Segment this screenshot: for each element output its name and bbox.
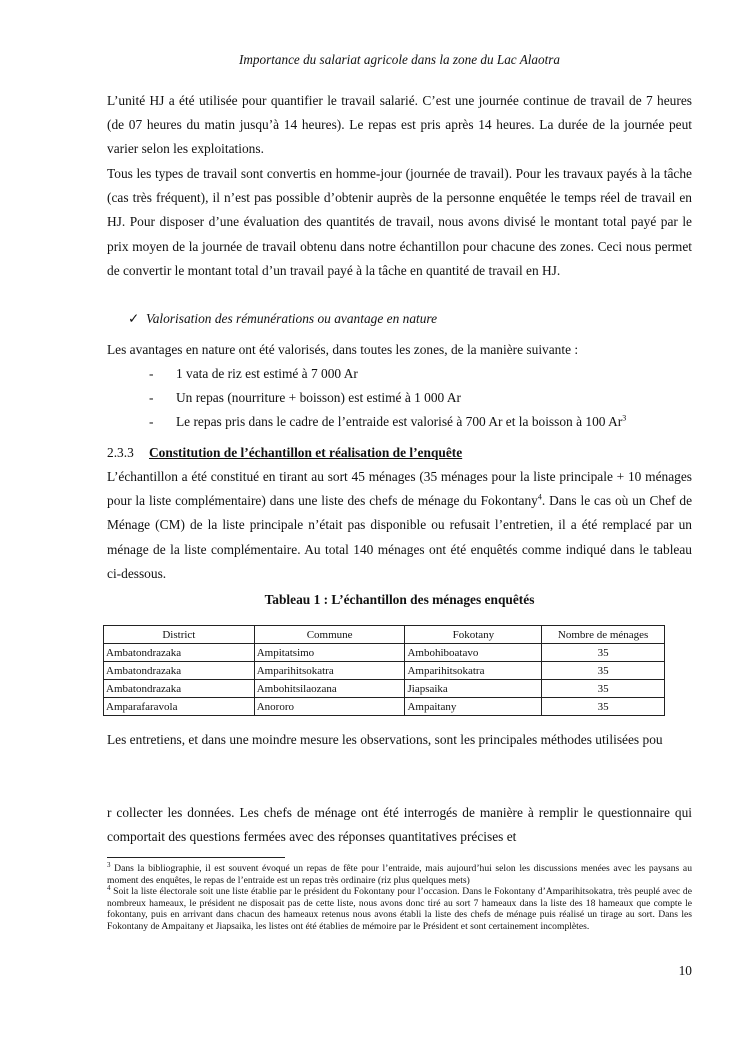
paragraph-echantillon (107, 465, 692, 586)
table-row (104, 680, 665, 698)
bullet-item-repas (149, 386, 709, 410)
cell-nombre: 35 (542, 698, 665, 716)
footnote-ref-3[interactable]: 3 (622, 413, 627, 423)
footnote-text: Soit la liste électorale soit une liste établie par le président du Fokontany pour l’occasion. Dans le Fokontany d’Amparihitsokatra, très peuplé avec de nombreux hameaux, le président ne disposait pas de cette liste, nous avons donc tiré au sort 7 hameaux dans la liste des 18 hameaux que compte le fokontany, puis en arrivant dans chacun des hameaux retenus nous avons établi la liste des chefs de ménage puis réalisé un tirage au sort. Dans les Fokontany de Ampaitany et Jiapsaika, les listes ont été établies de mémoire par le Président et sont certainement incomplètes. (107, 886, 692, 932)
paragraph-homme-jour: Tous les types de travail sont convertis en homme-jour (journée de travail). Pour les travaux payés à la tâche (cas très fréquent), il n’est pas possible d’obtenir auprès de la personne enquêtée le temps réel de travail en HJ. Pour disposer d’une évaluation des quantités de travail, nous avons divisé le montant total payé par le prix moyen de la journée de travail obtenu dans notre échantillon pour chacune des zones. Ceci nous permet de convertir le montant total d’un travail payé à la tâche en quantité de travail en HJ. (107, 166, 692, 278)
bullet-text: Un repas (nourriture + boisson) est estimé à 1 000 Ar (176, 390, 461, 405)
bullet-dash: - (149, 414, 154, 429)
footnote-4 (107, 886, 692, 932)
cell-nombre: 35 (542, 644, 665, 662)
bullet-list (149, 362, 709, 434)
table-row (104, 662, 665, 680)
section-heading (107, 441, 462, 465)
paragraph-entretiens: Les entretiens, et dans une moindre mesure les observations, sont les principales méthodes utilisées pou (107, 732, 663, 747)
table-caption: Tableau 1 : L’échantillon des ménages enquêtés (264, 592, 535, 607)
cell-district: Ambatondrazaka (104, 644, 255, 662)
table-row (104, 644, 665, 662)
checkmark-item-text: Valorisation des rémunérations ou avantage en nature (146, 311, 438, 326)
cell-commune: Ambohitsilaozana (254, 680, 405, 698)
footnote-3 (107, 860, 692, 886)
cell-fokotany: Ampaitany (405, 698, 542, 716)
bullet-item-entraide (149, 410, 709, 434)
cell-district: Amparafaravola (104, 698, 255, 716)
cell-district: Ambatondrazaka (104, 662, 255, 680)
cell-fokotany: Amparihitsokatra (405, 662, 542, 680)
footnote-ref-4[interactable]: 4 (537, 492, 542, 502)
footnote-mark: 4 (107, 884, 111, 892)
header-district: District (104, 626, 255, 644)
page-number: 10 (678, 963, 692, 978)
running-header: Importance du salariat agricole dans la zone du Lac Alaotra (238, 52, 560, 67)
footnotes (107, 860, 692, 933)
checkmark-list-item (128, 307, 437, 331)
header-fokotany: Fokotany (405, 626, 542, 644)
sample-table (103, 625, 665, 716)
checkmark-icon: ✓ (128, 311, 140, 326)
bullet-item-vata (149, 362, 709, 386)
footnote-text: Dans la bibliographie, il est souvent évoqué un repas de fête pour l’entraide, mais aujourd’hui selon les discussions menées avec les paysans au moment des enquêtes, le repas de l’entraide est un repas très ordinaire (riz plus quelques mets) (107, 863, 692, 886)
cell-district: Ambatondrazaka (104, 680, 255, 698)
section-title: Constitution de l’échantillon et réalisation de l’enquête (149, 445, 463, 460)
header-nombre-menages: Nombre de ménages (542, 626, 665, 644)
header-commune: Commune (254, 626, 405, 644)
paragraph-echantillon-part2: . Dans le cas où un Chef de Ménage (CM) de la liste principale n’était pas disponible ou refusait l’entretien, il a été remplacé par un ménage de la liste complémentaire. Au total 140 ménages ont été enquêtés comme indiqué dans le tableau ci-dessous. (107, 493, 693, 581)
table-row (104, 698, 665, 716)
cell-commune: Ampitatsimo (254, 644, 405, 662)
paragraph-collecte: r collecter les données. Les chefs de ménage ont été interrogés de manière à remplir le questionnaire qui comportait des questions fermées avec des réponses quantitatives précises et (107, 805, 692, 845)
bullet-dash: - (149, 390, 154, 405)
bullet-dash: - (149, 366, 154, 381)
cell-fokotany: Ambohiboatavo (405, 644, 542, 662)
paragraph-echantillon-part1: L’échantillon a été constitué en tirant au sort 45 ménages (35 ménages pour la liste principale + 10 ménages pour la liste complémentaire) dans une liste des chefs de ménage du Fokontany (107, 469, 692, 509)
paragraph-avantages-nature: Les avantages en nature ont été valorisés, dans toutes les zones, de la manière suivante : (107, 342, 579, 357)
cell-commune: Anororo (254, 698, 405, 716)
bullet-text: Le repas pris dans le cadre de l’entraide est valorisé à 700 Ar et la boisson à 100 Ar (176, 414, 623, 429)
cell-nombre: 35 (542, 680, 665, 698)
bullet-text: 1 vata de riz est estimé à 7 000 Ar (176, 366, 358, 381)
footnote-mark: 3 (107, 860, 111, 869)
cell-commune: Amparihitsokatra (254, 662, 405, 680)
footnote-separator (107, 857, 285, 858)
table-header-row (104, 626, 665, 644)
cell-fokotany: Jiapsaika (405, 680, 542, 698)
cell-nombre: 35 (542, 662, 665, 680)
section-number: 2.3.3 (107, 445, 134, 460)
paragraph-hj-unit: L’unité HJ a été utilisée pour quantifier le travail salarié. C’est une journée continue de travail de 7 heures (de 07 heures du matin jusqu’à 14 heures). Le repas est pris après 14 heures. La durée de la journée peut varier selon les exploitations. (107, 93, 692, 157)
